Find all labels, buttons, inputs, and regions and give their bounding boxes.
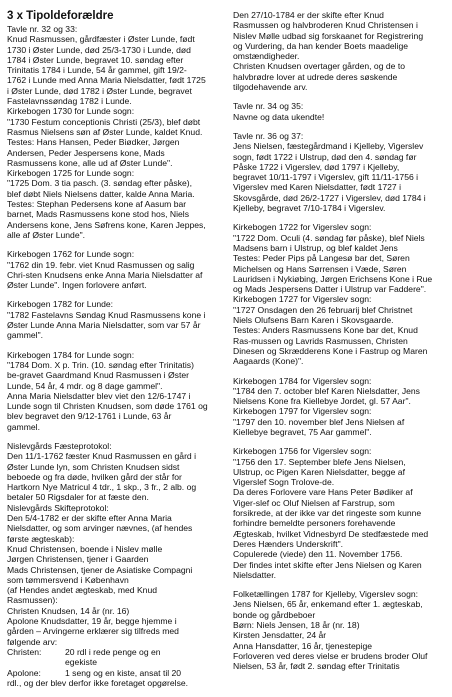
text-line: Lunde sogn til Christen Knudsen, som døde 1761 og: [7, 401, 208, 412]
text-line: Hartkorn Nye Matricul 4 tdr., 1 skp., 3 fr., 2 alb. og: [7, 482, 197, 493]
text-line: Deres Hænders Underskrift".: [233, 538, 344, 549]
heir-name: Christen:: [7, 646, 42, 657]
heir-share: egekiste: [65, 657, 98, 668]
text-line: Testes: Peder Pips på Langesø bar det, Søren: [233, 253, 410, 264]
text-line: forsikrede, at der ikke var det ringeste som kunne: [233, 508, 422, 519]
text-line: Testes: Hans Hansen, Peder Biødker, Jørgen: [7, 137, 180, 148]
text-line: Vigerslef Sogn Trolove-de.: [233, 477, 335, 488]
text-line: Andersen, Peder Jespersens kone, Mads: [7, 147, 165, 158]
text-line: bonde og gårdbeboer: [233, 609, 316, 620]
text-line: Aagaards (Kone)".: [233, 356, 304, 367]
text-line: "1756 den 17. September blefe Jens Nielsen,: [233, 456, 406, 467]
text-block: [233, 131, 447, 213]
text-line: begravet 10/11-1797 i Vigerslev, gift 11/11-1756 i: [233, 172, 419, 183]
text-line: Jens Nielsen, 65 år, enkemand efter 1. ægteskab,: [233, 599, 423, 610]
text-block: [7, 350, 217, 432]
heir-share: 1 seng og en kiste, ansat til 20: [65, 667, 182, 678]
text-line: og Mads Jespersens Datter i Ulstrup var Faddere".: [233, 284, 427, 295]
text-line: Chri-sten Knudsens enke Anna Maria Nielsdatter af: [7, 269, 203, 280]
text-line: Nielsdatter, og som arvinger nævnes, (af hendes: [7, 523, 193, 534]
text-line: Tavle nr. 36 og 37:: [233, 130, 304, 141]
text-line: Anna Maria Nielsdatter blev viet den 12/6-1747 i: [7, 390, 191, 401]
text-line: Lunde, 54 år, 4 mdr. og 8 dage gammel".: [7, 380, 163, 391]
text-line: be-gravet Gaardmand Knud Rasmussen i Øster: [7, 370, 189, 381]
text-line: Den 27/10-1784 er der skifte efter Knud: [233, 10, 384, 20]
text-line: Kirkebogen 1762 for Lunde sogn:: [7, 249, 135, 260]
text-line: gammel".: [7, 330, 44, 341]
text-line: Navne og data ukendte!: [233, 111, 325, 122]
text-line: Kirkebogen 1730 for Lunde sogn:: [7, 106, 135, 117]
heir-share: 20 rdl i rede penge og en: [65, 646, 161, 657]
text-line: Copulerede (viede) den 11. November 1756.: [233, 549, 403, 560]
text-line: følgende arv:: [7, 636, 58, 647]
text-line: Jens Nielsen, fæstegårdmand i Kjelleby, Vigerslev: [233, 141, 424, 152]
text-line: Knud Rasmussen, gårdfæster i Øster Lunde, født: [7, 34, 195, 45]
text-line: og Vurdering, da han kender Boets maadelige: [233, 40, 409, 51]
text-line: Kiellebye begravet, 75 Aar gammel".: [233, 426, 372, 437]
text-line: Kirkebogen 1725 for Lunde sogn:: [7, 168, 135, 179]
inheritance-row: [7, 657, 217, 667]
text-line: alle af Øster Lunde".: [7, 229, 86, 240]
text-line: blef døbt Niels Nielsens datter, kalde Anna Maria.: [7, 188, 195, 199]
heir-name: [7, 657, 65, 667]
text-line: første ægteskab):: [7, 533, 75, 544]
text-line: Der findes intet skifte efter Jens Nielsen og Karen: [233, 559, 422, 570]
text-line: "1730 Festum conceptionis Christi (25/3), blef døbt: [7, 116, 201, 127]
text-line: "1784 Dom. X p. Trin. (10. søndag efter Trinitatis): [7, 359, 194, 370]
text-line: Rasmus Nielsens søn af Øster Lunde, kaldet Knud.: [7, 126, 203, 137]
text-line: Da deres Forlovere vare Hans Peter Bødiker af: [233, 487, 413, 498]
text-line: Børn: Niels Jensen, 18 år (nr. 18): [233, 620, 360, 631]
text-line: Kirkebogen 1722 for Vigerslev sogn:: [233, 222, 372, 233]
inheritance-row: [7, 647, 217, 657]
text-line: 1784 i Øster Lunde, begravet 10. søndag efter: [7, 54, 184, 65]
text-line: Christen Knudsen, 14 år (nr. 16): [7, 605, 130, 616]
text-line: Anna Hansdatter, 16 år, tjenestepige: [233, 640, 373, 651]
text-line: Nislevgårds Fæsteprotokol:: [7, 440, 112, 451]
text-line: Kirkebogen 1756 for Vigerslev sogn:: [233, 446, 372, 457]
text-line: Fastelavnssøndag 1782 i Lunde.: [7, 96, 132, 107]
text-line: Påske 1722 i Vigerslev, død 1797 i Kjelleby,: [233, 161, 400, 172]
text-line: Andersens kone, Jens Søfrens kone, Karen Jeppes,: [7, 219, 206, 230]
text-line: Knud Christensen, boende i Nislev mølle: [7, 543, 163, 554]
text-line: Tavle nr. 32 og 33:: [7, 24, 78, 34]
text-line: Skovsgårde, død 26/2-1727 i Vigerslev, død 1784 i: [233, 192, 426, 203]
text-line: Jørgen Christensen, tjener i Gaarden: [7, 554, 149, 565]
text-line: barnet, Mads Rasmussens kone stod hos, Niels: [7, 209, 189, 220]
text-line: Niels Olufsens Barn Karen i Skovsgaarde.: [233, 315, 394, 326]
text-line: Madsens barn i Ulstrup, og blef kaldet Jens: [233, 242, 398, 253]
text-line: sogn, født 1722 i Ulstrup, død den 4. søndag før: [233, 151, 417, 162]
text-line: rdl., og der blev derfor ikke foretaget opgørelse.: [7, 677, 189, 688]
text-line: 1762 i Lunde med Anna Maria Nielsdatter, født 1725: [7, 75, 206, 86]
text-line: "1727 Onsdagen den 26 februarij blef Christnet: [233, 304, 413, 315]
text-line: "1762 din 19. febr. viet Knud Rasmussen og salig: [7, 259, 195, 270]
text-line: "1782 Fastelavns Søndag Knud Rasmussens kone i: [7, 309, 206, 320]
text-block: [7, 249, 217, 290]
text-line: Rasmussens kone, alle ud af Øster Lunde".: [7, 157, 173, 168]
text-line: Testes: Stephan Pedersens kone af Aasum bar: [7, 199, 187, 210]
text-line: Øster Lunde". Ingen forlovere anført.: [7, 280, 147, 291]
text-line: Ulstrup, oc Pigen Karen Nielsdatter, begge af: [233, 466, 405, 477]
left-column: [7, 10, 217, 697]
text-line: "1725 Dom. 3 tia pasch. (3. søndag efter påske),: [7, 178, 193, 189]
text-block: [7, 24, 217, 240]
text-block: [233, 589, 447, 671]
text-line: Nielsens Kone fra Kiellebye Jordet, gl. 57 Aar".: [233, 396, 411, 407]
text-line: Michelsen og Hans Sørrensen i Væde, Søren: [233, 263, 407, 274]
text-line: 1730 i Øster Lunde, død 25/3-1730 i Lunde, død: [7, 44, 191, 55]
text-line: Trinitatis 1784 i Lunde, 54 år gammel, gift 19/2-: [7, 65, 187, 76]
text-line: Den 5/4-1782 er der skifte efter Anna Maria: [7, 513, 172, 524]
text-line: Nislevgårds Skifteprotokol:: [7, 502, 109, 513]
text-line: tilgodehavende arv.: [233, 82, 308, 93]
text-line: Nielsdatter.: [233, 569, 276, 580]
text-line: Forloveren ved deres vielse er brudens broder Oluf: [233, 650, 428, 661]
heir-name: Apolone:: [7, 667, 41, 678]
text-line: Rasmussen):: [7, 595, 58, 606]
text-line: Rasmussen og halvbroderen Knud Christensen i: [233, 20, 418, 31]
text-line: Vigerslev med Karen Nielsdatter, født 1727 i: [233, 182, 401, 193]
text-line: blev begravet den 9/12-1761 i Lunde, 63 år: [7, 411, 172, 422]
text-line: gården – Arvingerne erklærer sig tilfreds med: [7, 626, 179, 637]
text-line: Kjelleby, begravet 7/10-1784 i Vigerslev.: [233, 203, 386, 214]
text-line: Kirkebogen 1782 for Lunde:: [7, 299, 114, 310]
right-column: [233, 10, 447, 681]
inheritance-row: [7, 668, 217, 678]
text-line: beboede og fra døde, hvilken gård der står for: [7, 471, 182, 482]
text-line: Ægteskab, hvilket Vidnesbyrd De stedfæstede med: [233, 528, 429, 539]
text-line: Øster Lunde Anna Maria Nielsdatter, som var 57 år: [7, 320, 201, 331]
text-line: Den 11/1-1762 fæster Knud Rasmussen en gård i: [7, 451, 197, 462]
page-title: 3 x Tipoldeforældre: [7, 10, 114, 22]
text-line: "1797 den 10. november blef Jens Nielsen af: [233, 416, 405, 427]
text-line: Testes: Anders Rasmussens Kone bar det, Knud: [233, 325, 418, 336]
text-line: betaler 50 Rigsdaler for at fæste den.: [7, 492, 149, 503]
text-line: (af Hendes andet ægteskab, med Knud: [7, 585, 158, 596]
text-block: [233, 376, 447, 438]
text-block: [7, 441, 217, 688]
text-block: [233, 10, 447, 92]
text-line: Kirkebogen 1784 for Vigerslev sogn:: [233, 375, 372, 386]
text-line: Folketællingen 1787 for Kjelleby, Vigerslev sogn:: [233, 589, 419, 600]
text-line: Nislev Mølle udbad sig forskaanet for Registrering: [233, 30, 424, 41]
text-line: Viger-slef oc Oluf Nielsen af Farstrup, som: [233, 497, 395, 508]
text-line: "1722 Dom. Oculi (4. søndag før påske), blef Niels: [233, 232, 425, 243]
text-line: omstændigheder.: [233, 51, 300, 62]
text-line: forhindre bemeldte personers forehavende: [233, 518, 396, 529]
text-block: [233, 446, 447, 580]
text-line: halvbrødre lover at udrede deres søskende: [233, 71, 398, 82]
text-line: Kirsten Jensdatter, 24 år: [233, 630, 327, 641]
text-line: Ras-mussen og Lavrids Rasmussen, Christen: [233, 335, 408, 346]
text-line: Christen Knudsen overtager gården, og de to: [233, 61, 405, 72]
text-block: [7, 299, 217, 340]
text-line: Kirkebogen 1797 for Vigerslev sogn:: [233, 406, 372, 417]
text-line: Apolone Knudsdatter, 19 år, begge hjemme i: [7, 616, 177, 627]
text-line: Øster Lunde lyn, som Christen Knudsen sidst: [7, 461, 180, 472]
text-line: Mads Christensen, tjener de Asiatiske Compagni: [7, 564, 193, 575]
text-line: "1784 den 7. october blef Karen Nielsdatter, Jens: [233, 385, 420, 396]
text-block: [233, 101, 447, 122]
text-line: Kirkebogen 1727 for Vigerslev sogn:: [233, 294, 372, 305]
text-line: Nielsen, 53 år, født 2. søndag efter Trinitatis: [233, 661, 400, 672]
text-line: i Øster Lunde, død 1782 i Øster Lunde, begravet: [7, 85, 192, 96]
text-line: Kirkebogen 1784 for Lunde sogn:: [7, 349, 135, 360]
text-block: [233, 222, 447, 366]
text-line: Tavle nr. 34 og 35:: [233, 101, 304, 112]
text-line: gammel.: [7, 421, 40, 432]
text-line: Lauridsen i Nykiøbing, Jørgen Erichsens Kone i Rue: [233, 273, 433, 284]
text-line: som tømmersvend i København: [7, 574, 129, 585]
text-line: Dinesen og Skrædderens Kone i Fastrup og Maren: [233, 345, 428, 356]
